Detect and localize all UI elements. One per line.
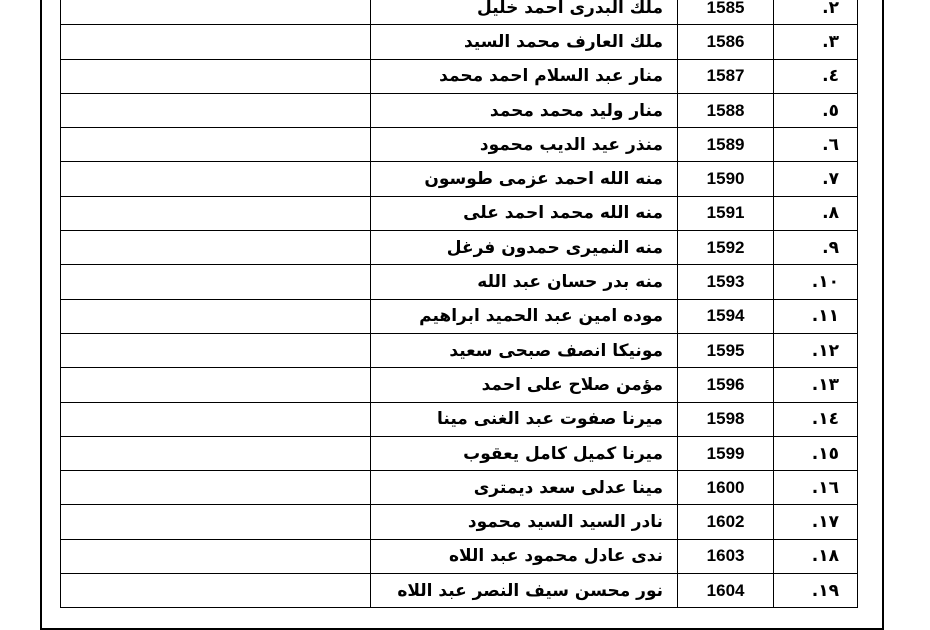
seat-number-cell: 1592 bbox=[678, 231, 774, 265]
table-row bbox=[61, 59, 858, 93]
student-name-cell: منار وليد محمد محمد bbox=[370, 93, 677, 127]
student-roster-table bbox=[60, 0, 858, 608]
seat-number-cell: 1588 bbox=[678, 93, 774, 127]
student-name-cell: منار عبد السلام احمد محمد bbox=[370, 59, 677, 93]
table-row bbox=[61, 25, 858, 59]
blank-cell bbox=[61, 402, 371, 436]
student-name-cell: مونيكا انصف صبحى سعيد bbox=[370, 333, 677, 367]
row-index-cell: .٦ bbox=[774, 128, 858, 162]
row-index-cell: .٥ bbox=[774, 93, 858, 127]
blank-cell bbox=[61, 368, 371, 402]
blank-cell bbox=[61, 539, 371, 573]
table-row bbox=[61, 436, 858, 470]
row-index-cell: .١٨ bbox=[774, 539, 858, 573]
table-row bbox=[61, 333, 858, 367]
blank-cell bbox=[61, 196, 371, 230]
seat-number-cell: 1591 bbox=[678, 196, 774, 230]
table-row bbox=[61, 128, 858, 162]
student-name-cell: نادر السيد السيد محمود bbox=[370, 505, 677, 539]
row-index-cell: .١٥ bbox=[774, 436, 858, 470]
table-row bbox=[61, 471, 858, 505]
table-row bbox=[61, 265, 858, 299]
blank-cell bbox=[61, 471, 371, 505]
seat-number-cell: 1600 bbox=[678, 471, 774, 505]
table-row bbox=[61, 299, 858, 333]
row-index-cell: .١٣ bbox=[774, 368, 858, 402]
seat-number-cell: 1595 bbox=[678, 333, 774, 367]
student-name-cell: منذر عيد الديب محمود bbox=[370, 128, 677, 162]
table-row bbox=[61, 93, 858, 127]
seat-number-cell: 1599 bbox=[678, 436, 774, 470]
table-row bbox=[61, 0, 858, 25]
row-index-cell: .١٧ bbox=[774, 505, 858, 539]
seat-number-cell: 1596 bbox=[678, 368, 774, 402]
table-row bbox=[61, 539, 858, 573]
student-name-cell: ملك البدرى احمد خليل bbox=[370, 0, 677, 25]
blank-cell bbox=[61, 231, 371, 265]
blank-cell bbox=[61, 299, 371, 333]
table-row bbox=[61, 162, 858, 196]
roster-body bbox=[61, 0, 858, 608]
student-name-cell: منه الله محمد احمد على bbox=[370, 196, 677, 230]
row-index-cell: .١٤ bbox=[774, 402, 858, 436]
table-row bbox=[61, 368, 858, 402]
seat-number-cell: 1587 bbox=[678, 59, 774, 93]
row-index-cell: .١١ bbox=[774, 299, 858, 333]
row-index-cell: .١٦ bbox=[774, 471, 858, 505]
student-name-cell: ندى عادل محمود عبد اللاه bbox=[370, 539, 677, 573]
table-row bbox=[61, 196, 858, 230]
seat-number-cell: 1604 bbox=[678, 574, 774, 608]
row-index-cell: .١٢ bbox=[774, 333, 858, 367]
seat-number-cell: 1589 bbox=[678, 128, 774, 162]
row-index-cell: .٧ bbox=[774, 162, 858, 196]
row-index-cell: .٤ bbox=[774, 59, 858, 93]
student-name-cell: موده امين عبد الحميد ابراهيم bbox=[370, 299, 677, 333]
table-row bbox=[61, 574, 858, 608]
blank-cell bbox=[61, 25, 371, 59]
blank-cell bbox=[61, 162, 371, 196]
student-name-cell: منه الله احمد عزمى طوسون bbox=[370, 162, 677, 196]
blank-cell bbox=[61, 128, 371, 162]
seat-number-cell: 1598 bbox=[678, 402, 774, 436]
row-index-cell: .١٠ bbox=[774, 265, 858, 299]
blank-cell bbox=[61, 93, 371, 127]
row-index-cell: .١٩ bbox=[774, 574, 858, 608]
student-name-cell: ميرنا صفوت عبد الغنى مينا bbox=[370, 402, 677, 436]
student-name-cell: ملك العارف محمد السيد bbox=[370, 25, 677, 59]
blank-cell bbox=[61, 333, 371, 367]
blank-cell bbox=[61, 265, 371, 299]
row-index-cell: .٢ bbox=[774, 0, 858, 25]
seat-number-cell: 1603 bbox=[678, 539, 774, 573]
row-index-cell: .٣ bbox=[774, 25, 858, 59]
student-name-cell: ميرنا كميل كامل يعقوب bbox=[370, 436, 677, 470]
row-index-cell: .٩ bbox=[774, 231, 858, 265]
seat-number-cell: 1602 bbox=[678, 505, 774, 539]
blank-cell bbox=[61, 0, 371, 25]
blank-cell bbox=[61, 59, 371, 93]
table-row bbox=[61, 402, 858, 436]
seat-number-cell: 1594 bbox=[678, 299, 774, 333]
row-index-cell: .٨ bbox=[774, 196, 858, 230]
seat-number-cell: 1586 bbox=[678, 25, 774, 59]
student-name-cell: نور محسن سيف النصر عبد اللاه bbox=[370, 574, 677, 608]
seat-number-cell: 1590 bbox=[678, 162, 774, 196]
student-name-cell: منه النميرى حمدون فرغل bbox=[370, 231, 677, 265]
blank-cell bbox=[61, 436, 371, 470]
student-name-cell: مينا عدلى سعد ديمترى bbox=[370, 471, 677, 505]
student-name-cell: منه بدر حسان عبد الله bbox=[370, 265, 677, 299]
student-name-cell: مؤمن صلاح على احمد bbox=[370, 368, 677, 402]
blank-cell bbox=[61, 574, 371, 608]
seat-number-cell: 1585 bbox=[678, 0, 774, 25]
seat-number-cell: 1593 bbox=[678, 265, 774, 299]
blank-cell bbox=[61, 505, 371, 539]
table-row bbox=[61, 231, 858, 265]
table-row bbox=[61, 505, 858, 539]
